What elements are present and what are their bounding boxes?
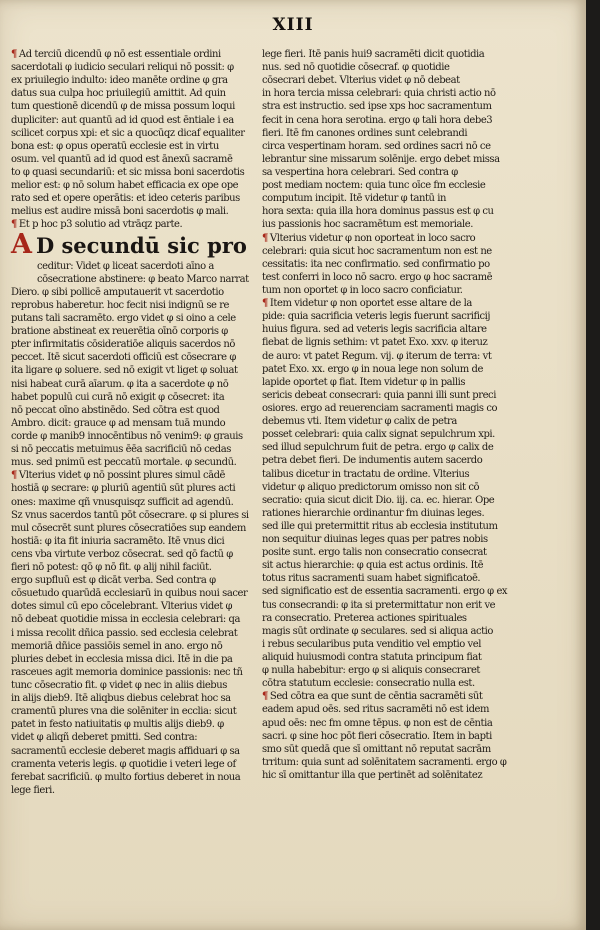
line-text: rationes hierarchie ordinantur fm diuinas leges. — [262, 507, 485, 519]
text-line — [262, 389, 511, 402]
line-text: dupliciter: aut quantū ad id quod est ēntiale i ea — [11, 114, 234, 126]
text-line — [11, 192, 253, 205]
text-line — [11, 205, 253, 218]
line-text: pluries debet in ecclesia missa dici. Itē in die pa — [11, 653, 233, 665]
text-line — [262, 166, 511, 179]
line-text: tum questionē dicendū φ de missa possum loqui — [11, 101, 235, 113]
line-text: cramenta veteris legis. φ quotidie i veteri lege of — [11, 758, 236, 770]
line-text: putans tali sacramēto. ergo videt φ si oino a cele — [11, 312, 236, 324]
line-text: in alijs dieb9. Itē aliqbus diebus celebrat hoc sa — [11, 693, 231, 705]
text-line — [11, 640, 253, 653]
line-text: totus ritus sacramenti suam habet significatoē. — [262, 573, 481, 585]
line-text: i missa recolit dñica passio. sed ecclesia celebrat — [11, 627, 238, 639]
line-text: cōsecrari debet. Vlterius videt φ nō debeat — [262, 75, 460, 87]
line-text: nisi habeat curā aīarum. φ ita a sacerdote φ nō — [11, 378, 229, 390]
text-line — [11, 548, 253, 561]
line-text: sed significatio est de essentia sacramenti. ergo φ ex — [262, 586, 508, 598]
text-line — [262, 625, 511, 638]
line-text: nō peccat oīno abstinēdo. Sed cōtra est quod — [11, 404, 220, 416]
line-text: hora sexta: quia illa hora dominus passus est φ cu — [262, 206, 494, 218]
line-text: tus consecrandi: φ ita si pretermittatur non erit ve — [262, 599, 496, 611]
line-text: si nō peccatis metuimus ēēa sacrificiū nō cedas — [11, 444, 231, 456]
line-text: sacerdotali φ iudicio seculari reliqui nō possit: φ — [11, 62, 234, 74]
line-text: Vlterius videt φ nō possint plures simul cādē — [18, 470, 226, 482]
text-line — [11, 404, 253, 417]
text-line — [11, 74, 253, 87]
text-line — [262, 87, 511, 100]
line-text: lege fieri. Itē panis hui9 sacramēti dicit quotidia — [262, 49, 485, 60]
text-line — [262, 612, 511, 625]
line-text: sed ille qui pretermittit ritus ab ecclesia institutum — [262, 520, 498, 532]
text-line — [11, 771, 253, 784]
text-line — [262, 756, 511, 769]
text-line — [11, 338, 253, 351]
line-text: cōsuetudo quarūdā ecclesiarū in quibus noui sacer — [11, 588, 248, 600]
text-line — [262, 297, 511, 310]
line-text: osiores. ergo ad reuerenciam sacramenti magis co — [262, 402, 498, 414]
line-text: melius est audire missā boni sacerdotis φ mali. — [11, 206, 229, 218]
line-text: fecit in cena hora serotina. ergo φ tali hora debe3 — [262, 114, 493, 126]
rubric-mark-icon: ¶ — [262, 232, 268, 244]
text-line — [262, 481, 511, 494]
line-text: rasceues agit memoria dominice passionis: nec tñ — [11, 666, 243, 678]
red-initial-letter: A — [11, 228, 32, 260]
text-line — [262, 703, 511, 716]
line-text: posite sunt. ergo talis non consecratio consecrat — [262, 547, 487, 559]
line-text: peccet. Itē sicut sacerdoti officiū est cōsecrare φ — [11, 352, 236, 364]
line-text: videt φ aliqñ deberet pmitti. Sed contra: — [11, 732, 198, 744]
line-text: pide: quia sacrificia veteris legis fuerunt sacrificij — [262, 311, 491, 323]
text-line — [11, 61, 253, 74]
line-text: ceditur: Videt φ liceat sacerdoti aīno a — [37, 260, 214, 272]
line-text: bona est: φ opus operatū ecclesie est in virtu — [11, 140, 219, 152]
line-text: Sz vnus sacerdos tantū pōt cōsecrare. φ si plures si — [11, 509, 249, 521]
line-text: habet populū cui curā nō exigit φ cōsecret: ita — [11, 391, 225, 403]
line-text: circa vespertinam horam. sed ordines sacri nō ce — [262, 140, 491, 152]
text-line — [11, 482, 253, 495]
line-text: rato sed et opere operātis: et ideo ceteris paribus — [11, 193, 240, 205]
line-text: magis sūt ordinate φ seculares. sed si aliqua actio — [262, 625, 493, 637]
line-text: ferebat sacrificiū. φ multo fortius deberet in noua — [11, 771, 241, 783]
text-line — [262, 271, 511, 284]
text-line — [11, 140, 253, 153]
line-text: talibus dicetur in tractatu de ordine. Vlterius — [262, 468, 470, 480]
line-text: Ad terciū dicendū φ nō est essentiale ordini — [18, 49, 221, 60]
line-text: secratio: quia sicut dicit Dio. iij. ca. ec. hierar. Ope — [262, 494, 495, 506]
line-text: petra debet fieri. De indumentis autem sacerdo — [262, 455, 483, 467]
line-text: apud oēs: nec fm omne tēpus. φ non est de cēntia — [262, 717, 493, 729]
text-line — [262, 205, 511, 218]
text-line — [11, 87, 253, 100]
line-text: cessitatis: ita nec confirmatio. sed confirmatio po — [262, 258, 490, 270]
line-text: ergo supfluū est φ dicāt verba. Sed contra φ — [11, 575, 216, 587]
rubric-mark-icon: ¶ — [11, 470, 17, 482]
text-line — [262, 454, 511, 467]
text-line — [262, 153, 511, 166]
line-text: patet in festo natiuitatis φ multis alijs dieb9. φ — [11, 719, 224, 731]
line-text: patet Exo. xx. ergo φ in noua lege non solum de — [262, 363, 483, 375]
text-line — [262, 769, 511, 782]
text-line — [262, 507, 511, 520]
rubric-mark-icon: ¶ — [262, 691, 268, 703]
line-text: lege fieri. — [11, 784, 55, 796]
line-text: memoriā dñice passiōis semel in ano. ergo nō — [11, 640, 223, 652]
text-line — [11, 613, 253, 626]
line-text: dotes simul cū epo cōcelebrant. Vlterius videt φ — [11, 601, 233, 613]
line-text: Sed cōtra ea que sunt de cēntia sacramēti sūt — [269, 691, 483, 703]
text-line — [11, 679, 253, 692]
text-line — [262, 245, 511, 258]
rubric-mark-icon: ¶ — [262, 298, 268, 310]
text-line — [11, 456, 253, 469]
line-text: ius passionis hoc sacramētum est memoriale. — [262, 219, 473, 231]
text-line — [11, 218, 253, 231]
text-line — [262, 232, 511, 245]
text-line — [262, 651, 511, 664]
text-line — [11, 273, 253, 286]
text-line — [11, 535, 253, 548]
line-text: to φ quasi secundariū: et sic missa boni sacerdotis — [11, 166, 245, 178]
line-text: sed illud sepulchrum fuit de petra. ergo φ calix de — [262, 442, 494, 454]
text-line — [262, 638, 511, 651]
line-text: cōsecratione abstinere: φ beato Marco narrat — [37, 273, 249, 285]
line-text: huius figura. sed ad veteris legis sacrificia altare — [262, 324, 487, 336]
rubric-mark-icon: ¶ — [11, 219, 17, 231]
text-line — [11, 312, 253, 325]
line-text: ones: maxime qñ vnusquisqz sufficit ad agendū. — [11, 496, 234, 508]
left-text-column — [11, 48, 253, 797]
line-text: sacramentū ecclesie deberet magis affiduari φ sa — [11, 745, 240, 757]
text-line — [262, 336, 511, 349]
line-text: sit actus hierarchie: φ quia est actus ordinis. Itē — [262, 560, 484, 572]
text-line — [262, 599, 511, 612]
text-line — [262, 114, 511, 127]
text-line — [11, 627, 253, 640]
line-text: smo sūt quedā que sī omittant nō reputat sacrām — [262, 743, 491, 755]
line-text: φ nulla habebitur: ergo φ si aliquis consecraret — [262, 665, 480, 677]
text-line — [11, 469, 253, 482]
text-line — [262, 363, 511, 376]
text-line — [262, 468, 511, 481]
line-text: tum non oportet φ in loco sacro conficiatur. — [262, 284, 463, 296]
text-line — [11, 48, 253, 61]
text-line — [11, 653, 253, 666]
line-text: i rebus secularibus puta venditio vel emptio vel — [262, 638, 481, 650]
text-line — [262, 533, 511, 546]
line-text: sacri. φ sine hoc pōt fieri cōsecratio. Item in bapti — [262, 730, 492, 742]
text-line — [262, 350, 511, 363]
line-text: cōtra statutum ecclesie: consecratio nulla est. — [262, 678, 475, 690]
text-line — [11, 745, 253, 758]
text-line — [262, 494, 511, 507]
text-line — [11, 522, 253, 535]
line-text: ex priuilegio indulto: ideo manēte ordine φ gra — [11, 75, 228, 87]
text-line — [262, 585, 511, 598]
text-line — [262, 664, 511, 677]
line-text: Diero. φ sibi pollicē amputauerit vt sacerdotio — [11, 286, 224, 298]
text-line — [262, 140, 511, 153]
line-text: videtur φ aliquo predictorum omisso non sit cō — [262, 481, 480, 493]
line-text: test conferri in loco nō sacro. ergo φ hoc sacramē — [262, 271, 493, 283]
text-line — [11, 153, 253, 166]
text-line — [262, 520, 511, 533]
line-text: cens vba virtute verboz cōsecrat. sed qō factū φ — [11, 548, 233, 560]
text-line — [262, 61, 511, 74]
line-text: fiebat de lignis sethim: vt patet Exo. xxv. φ iteruz — [262, 337, 488, 349]
text-line — [11, 758, 253, 771]
text-line — [262, 310, 511, 323]
text-line — [11, 718, 253, 731]
text-line — [262, 74, 511, 87]
line-text: aliquid huiusmodi contra statuta principum fiat — [262, 652, 482, 664]
line-text: hostiā φ secrare: φ pluriū agentiū sūt plures acti — [11, 483, 236, 495]
text-line — [11, 784, 253, 797]
section-heading — [11, 228, 253, 260]
line-text: Item videtur φ non oportet esse altare de la — [269, 298, 472, 310]
line-text: non sequitur diuinas leges quas per patres nobis — [262, 534, 488, 546]
text-line — [11, 417, 253, 430]
text-line — [11, 364, 253, 377]
text-line — [11, 587, 253, 600]
line-text: mul cōsecrēt sunt plures cōsecratiōes sup eandem — [11, 522, 246, 534]
line-text: hostiā: φ ita fit iniuria sacramēto. Itē vnus dici — [11, 535, 225, 547]
text-line — [11, 179, 253, 192]
line-text: Ambro. dicit: grauce φ ad mensam tuā mundo — [11, 417, 226, 429]
text-line — [262, 402, 511, 415]
line-text: mus. sed pnimū est peccatū mortale. φ secundū. — [11, 457, 237, 469]
text-line — [11, 114, 253, 127]
text-line — [262, 127, 511, 140]
text-line — [11, 666, 253, 679]
text-line — [262, 441, 511, 454]
line-text: Vlterius videtur φ non oporteat in loco sacro — [269, 232, 476, 244]
line-text: eadem apud oēs. sed ritus sacramēti nō est idem — [262, 704, 490, 716]
text-line — [11, 705, 253, 718]
text-line — [262, 415, 511, 428]
line-text: ita ligare φ soluere. sed nō exigit vt liget φ soluat — [11, 365, 238, 377]
text-line — [11, 430, 253, 443]
text-line — [262, 323, 511, 336]
text-line — [262, 179, 511, 192]
text-line — [262, 376, 511, 389]
line-text: sa vespertina hora celebrari. Sed contra φ — [262, 166, 458, 178]
text-line — [262, 717, 511, 730]
text-line — [262, 743, 511, 756]
text-line — [262, 677, 511, 690]
line-text: osum. vel quantū ad id quod est ānexū sacramē — [11, 153, 233, 165]
text-line — [11, 100, 253, 113]
folio-number: XIII — [272, 15, 314, 35]
line-text: melior est: φ nō solum habet efficacia ex ope ope — [11, 180, 239, 192]
line-text: hic sī omittantur illa que pertinēt ad solēnitatez — [262, 770, 483, 782]
rubric-mark-icon: ¶ — [11, 49, 17, 60]
heading-text: D secundū sic pro — [35, 232, 247, 258]
line-text: in hora tercia missa celebrari: quia christi actio nō — [262, 88, 496, 100]
text-line — [11, 378, 253, 391]
text-line — [262, 258, 511, 271]
text-line — [11, 127, 253, 140]
text-line — [11, 600, 253, 613]
text-line — [11, 692, 253, 705]
text-line — [11, 286, 253, 299]
text-line — [11, 391, 253, 404]
text-line — [11, 166, 253, 179]
line-text: celebrari: quia sicut hoc sacramentum non est ne — [262, 245, 492, 257]
right-text-column — [262, 48, 511, 782]
line-text: reprobus haberetur. hoc fecit nisi indignū se re — [11, 299, 229, 311]
text-line — [262, 100, 511, 113]
line-text: fieri nō potest: qō φ nō fit. φ alij nihil faciūt. — [11, 562, 212, 574]
text-line — [262, 428, 511, 441]
text-line — [262, 546, 511, 559]
line-text: scilicet corpus xpi: et sic a quocūqz dicaf equaliter — [11, 127, 245, 139]
line-text: debemus vti. Item videtur φ calix de petra — [262, 416, 457, 428]
line-text: lebrantur sine missarum solēnije. ergo debet missa — [262, 153, 500, 165]
line-text: stra est instructio. sed ipse xps hoc sacramentum — [262, 101, 492, 113]
text-line — [11, 325, 253, 338]
line-text: posset celebrari: quia calix signat sepulchrum xpi. — [262, 429, 495, 441]
text-line — [262, 559, 511, 572]
text-line — [11, 561, 253, 574]
text-line — [11, 260, 253, 273]
line-text: nus. sed nō quotidie cōsecraf. φ quotidie — [262, 62, 450, 74]
line-text: fieri. Itē fm canones ordines sunt celebrandi — [262, 127, 468, 139]
line-text: tunc cōsecratio fit. φ videt φ nec in aliis diebus — [11, 680, 227, 692]
text-line — [262, 192, 511, 205]
text-line — [262, 218, 511, 231]
line-text: computum incipit. Itē videtur φ tantū in — [262, 193, 447, 205]
text-line — [11, 509, 253, 522]
line-text: de auro: vt patet Regum. vij. φ iterum de terra: vt — [262, 350, 492, 362]
text-line — [11, 443, 253, 456]
line-text: cramentū plures vna die solēniter in ecclia: sicut — [11, 706, 237, 718]
text-line — [262, 730, 511, 743]
line-text: datus sua culpa hoc priuilegiū amittit. Ad quin — [11, 88, 226, 100]
line-text: post mediam noctem: quia tunc oīce fm ecclesie — [262, 180, 486, 192]
text-line — [262, 48, 511, 61]
text-line — [11, 731, 253, 744]
line-text: bratione abstineat ex reuerētia oīnō corporis φ — [11, 326, 228, 338]
line-text: Et p hoc p3 solutio ad vtrāqz parte. — [18, 219, 183, 231]
line-text: corde φ manib9 innocēntibus nō venim9: φ grauis — [11, 430, 243, 442]
line-text: nō debeat quotidie missa in ecclesia celebrari: qa — [11, 614, 240, 626]
line-text: trritum: quia sunt ad solēnitatem sacramenti. ergo φ — [262, 756, 507, 768]
text-line — [11, 496, 253, 509]
text-line — [262, 572, 511, 585]
text-line — [262, 690, 511, 703]
line-text: sericis debeat consecrari: quia panni illi sunt preci — [262, 389, 496, 401]
line-text: pter infirmitatis cōsideratiōe aliquis sacerdos nō — [11, 339, 235, 351]
line-text: lapide oportet φ fiat. Item videtur φ in pallis — [262, 376, 466, 388]
text-line — [11, 351, 253, 364]
text-line — [262, 284, 511, 297]
line-text: ra consecratio. Preterea actiones spirituales — [262, 612, 467, 624]
text-line — [11, 574, 253, 587]
text-line — [11, 299, 253, 312]
